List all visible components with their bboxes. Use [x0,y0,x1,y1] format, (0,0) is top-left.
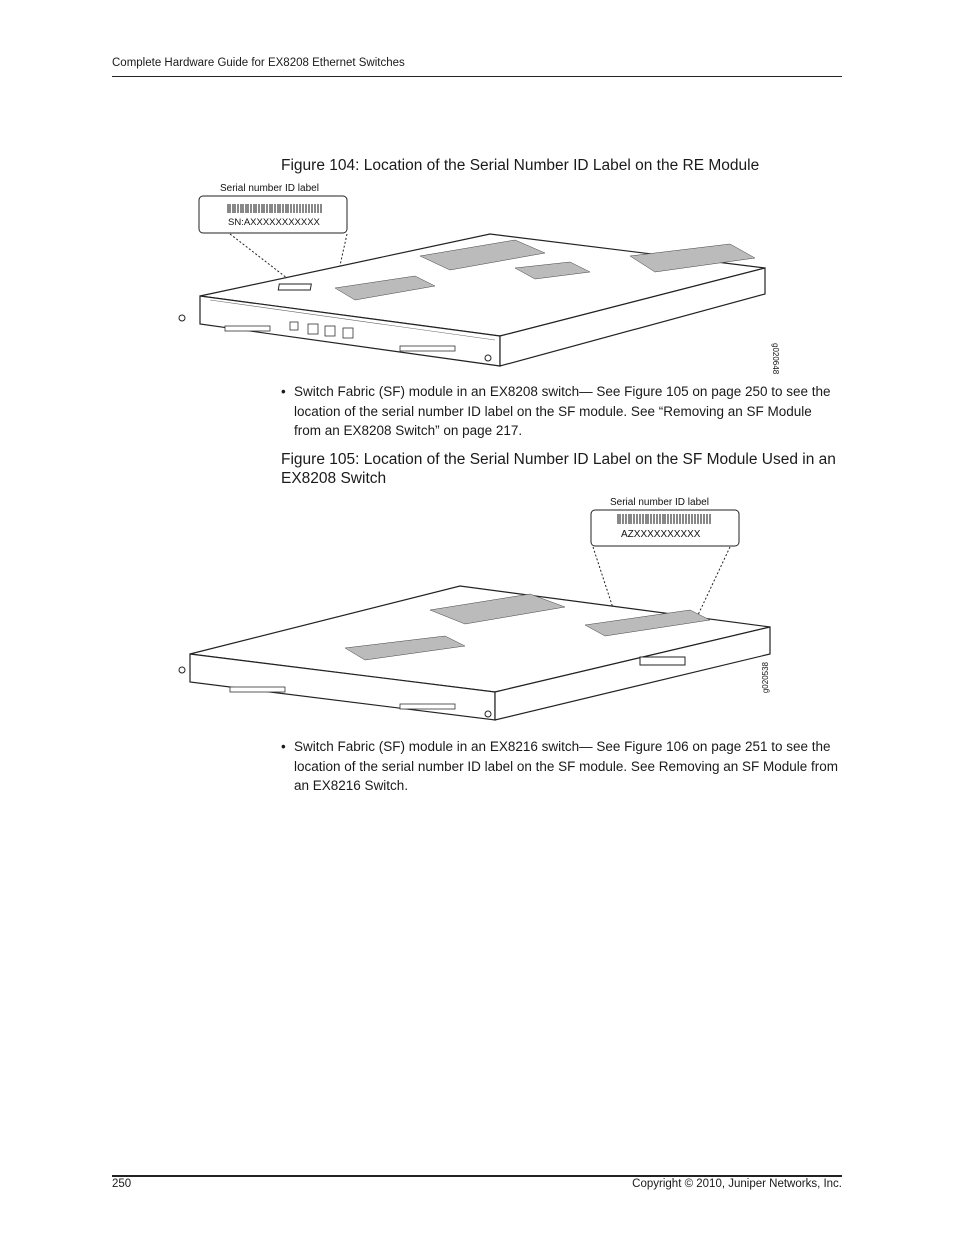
bullet-dot: • [281,384,286,399]
header-rule [112,76,842,77]
figure-105-id: g020538 [761,662,770,694]
running-header: Complete Hardware Guide for EX8208 Ethernet Switches [112,57,405,69]
page-number: 250 [112,1178,132,1190]
figure-105-sf-module-illustration [170,492,790,727]
bullet-text: Switch Fabric (SF) module in an EX8208 switch— See Figure 105 on page 250 to see the location of the serial number ID label on the SF module. See “Removing an SF Module from an EX8208 Switch” on page 217. [294,384,831,438]
figure-105-callout-label: Serial number ID label [610,497,709,508]
figure-104-serial-text: SN:AXXXXXXXXXXX [228,217,320,228]
figure-104-title: Figure 104: Location of the Serial Number ID Label on the RE Module [281,157,760,174]
figure-105-title: Figure 105: Location of the Serial Number ID Label on the SF Module Used in an EX8208 Switch [281,451,836,487]
figure-105-serial-text: AZXXXXXXXXXX [621,529,701,540]
figure-104-callout-label: Serial number ID label [220,183,319,194]
copyright-notice: Copyright © 2010, Juniper Networks, Inc. [632,1178,842,1190]
footer-rule [112,1175,842,1177]
bullet-text: Switch Fabric (SF) module in an EX8216 switch— See Figure 106 on page 251 to see the location of the serial number ID label on the SF module. See Removing an SF Module from an EX8216 Switch. [294,739,839,793]
figure-104-re-module-illustration [170,178,790,378]
figure-104-id: g020648 [771,343,780,375]
bullet-dot: • [281,739,286,754]
